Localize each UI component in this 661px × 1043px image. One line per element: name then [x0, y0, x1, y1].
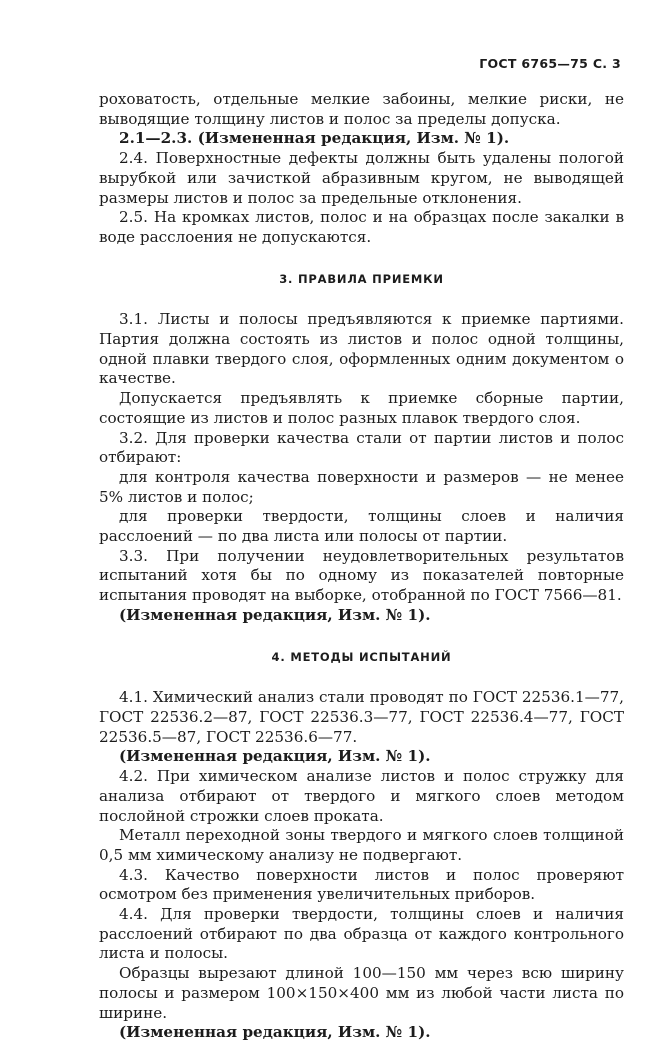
page-header: ГОСТ 6765—75 С. 3 — [479, 56, 621, 71]
paragraph-4-1: 4.1. Химический анализ стали проводят по ГОСТ 22536.1—77, ГОСТ 22536.2—87, ГОСТ 22536.3—77, ГОСТ 22536.4—77, ГОСТ 22536.5—87, ГОСТ 22536.6—77. — [99, 688, 624, 746]
paragraph-3-3: 3.3. При получении неудовлетворительных результатов испытаний хотя бы по одному из показателей повторные испытания проводят на выборке, отобранной по ГОСТ 7566—81. — [99, 546, 624, 605]
paragraph-2-5: 2.5. На кромках листов, полос и на образцах после закалки в воде расслоения не допускаются. — [99, 208, 624, 246]
amendment-note: 2.1—2.3. (Измененная редакция, Изм. № 1). — [119, 129, 510, 148]
section-4-title: 4. МЕТОДЫ ИСПЫТАНИЙ — [271, 649, 452, 664]
document-body — [99, 90, 624, 1043]
paragraph-3-1: 3.1. Листы и полосы предъявляются к приемке партиями. Партия должна состоять из листов и полос одной толщины, одной плавки твердого слоя, оформленных одним документом о качестве. — [99, 310, 624, 388]
paragraph-4-2-note: Металл переходной зоны твердого и мягкого слоев толщиной 0,5 мм химическому анализу не подвергают. — [99, 826, 624, 864]
paragraph-4-4-note: Образцы вырезают длиной 100—150 мм через всю ширину полосы и размером 100×150×400 мм из любой части листа по ширине. — [99, 964, 624, 1022]
paragraph-4-4: 4.4. Для проверки твердости, толщины слоев и наличия расслоений отбирают по два образца от каждого контрольного листа и полосы. — [99, 905, 624, 963]
paragraph-3-2-item-1: для контроля качества поверхности и размеров — не менее 5% листов и полос; — [99, 467, 624, 506]
paragraph-4-3: 4.3. Качество поверхности листов и полос проверяют осмотром без применения увеличительных приборов. — [99, 865, 624, 904]
amendment-note: (Измененная редакция, Изм. № 1). — [119, 1023, 431, 1042]
section-3-title: 3. ПРАВИЛА ПРИЕМКИ — [279, 271, 444, 286]
amendment-note: (Измененная редакция, Изм. № 1). — [119, 605, 431, 624]
amendment-note: (Измененная редакция, Изм. № 1). — [119, 747, 431, 766]
paragraph-2-4: 2.4. Поверхностные дефекты должны быть удалены пологой вырубкой или зачисткой абразивным кругом, не выводящей размеры листов и полос за предельные отклонения. — [99, 149, 624, 207]
paragraph-continuation: роховатость, отдельные мелкие забоины, мелкие риски, не выводящие толщину листов и полос за пределы допуска. — [99, 90, 624, 128]
paragraph-3-2: 3.2. Для проверки качества стали от партии листов и полос отбирают: — [99, 428, 624, 467]
paragraph-2-1-2-3 — [99, 129, 624, 149]
paragraph-4-2: 4.2. При химическом анализе листов и полос стружку для анализа отбирают от твердого и мягкого слоев методом послойной строжки слоев проката. — [99, 767, 624, 825]
paragraph-3-2-item-2: для проверки твердости, толщины слоев и наличия расслоений — по два листа или полосы от партии. — [99, 507, 624, 546]
paragraph-3-1-note: Допускается предъявлять к приемке сборные партии, состоящие из листов и полос разных плавок твердого слоя. — [99, 389, 624, 427]
